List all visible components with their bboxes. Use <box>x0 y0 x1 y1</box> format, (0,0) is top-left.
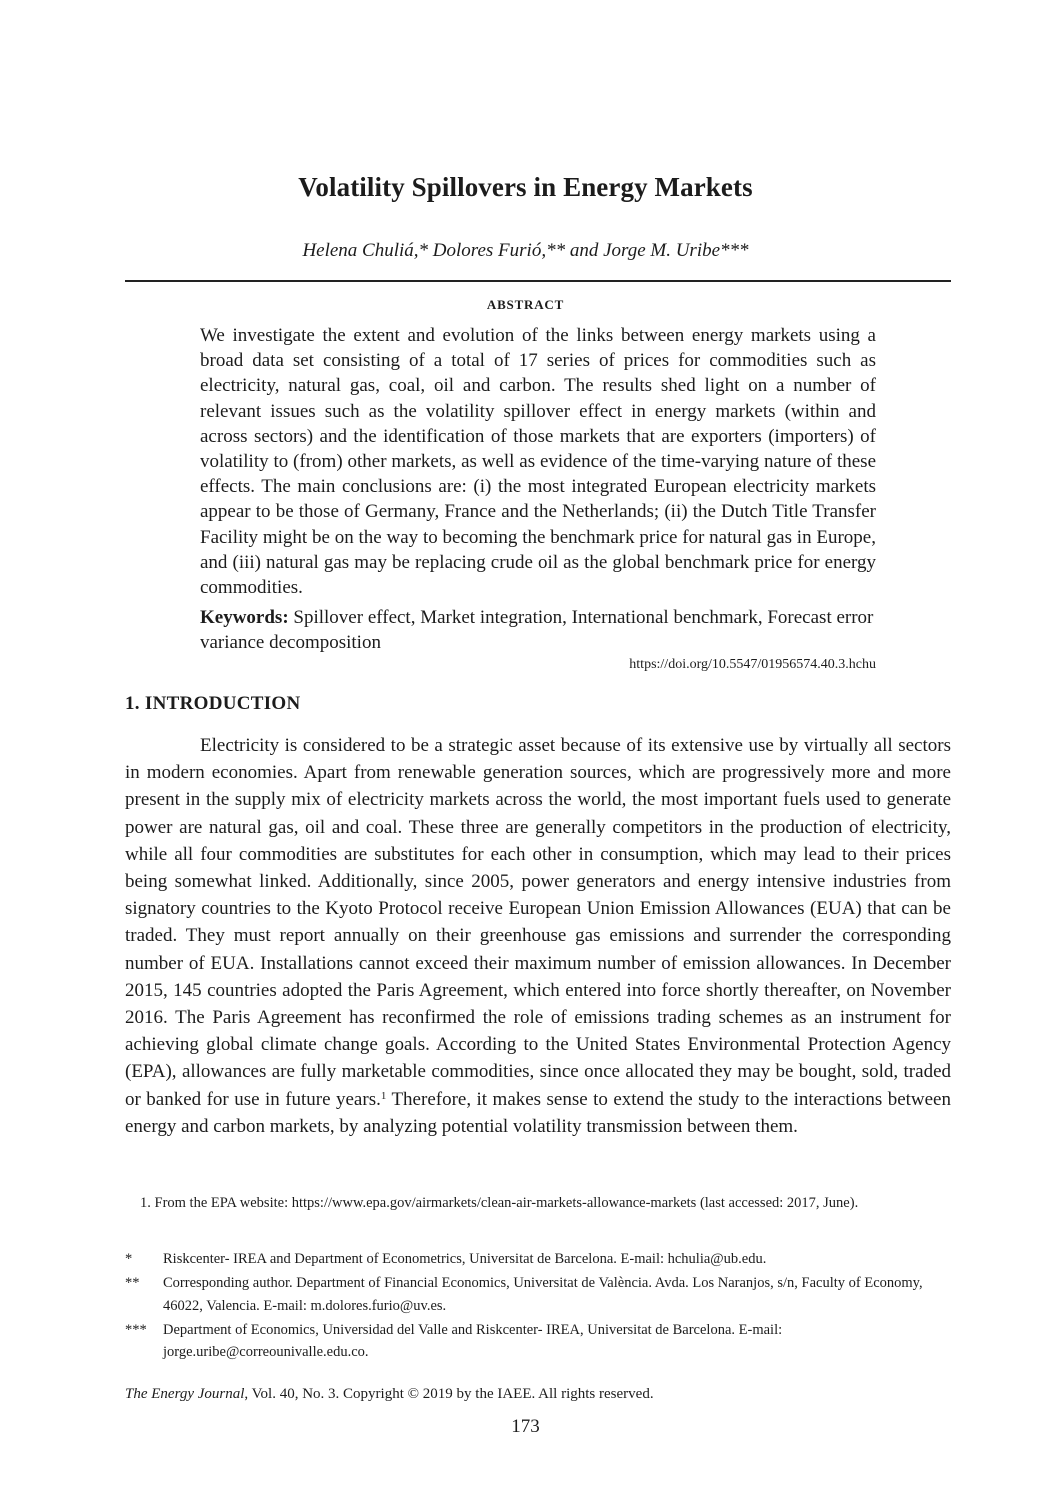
author-note-text: Corresponding author. Department of Financial Economics, Universitat de València. Avda. Los Naranjos, s/n, Faculty of Economy, 46022, Valencia. E-mail: m.dolores.furio@uv.es. <box>163 1275 923 1314</box>
author-note <box>125 1319 951 1364</box>
footnote-reference-1[interactable]: 1 <box>380 1089 387 1102</box>
author-note-mark: *** <box>125 1321 147 1338</box>
title-divider <box>125 280 951 282</box>
journal-citation <box>125 1386 654 1403</box>
introduction-paragraph <box>125 732 951 1140</box>
keywords-text: Spillover effect, Market integration, International benchmark, Forecast error variance decomposition <box>200 607 874 653</box>
journal-details: , Vol. 40, No. 3. Copyright © 2019 by the IAEE. All rights reserved. <box>244 1386 654 1402</box>
keywords-label: Keywords: <box>200 607 289 628</box>
author-note-text: Department of Economics, Universidad del Valle and Riskcenter- IREA, Universitat de Barcelona. E-mail: jorge.uribe@correounivalle.edu.co. <box>163 1321 783 1360</box>
page-number: 173 <box>511 1416 540 1437</box>
abstract-text: We investigate the extent and evolution of the links between energy markets using a broad data set consisting of a total of 17 series of prices for commodities such as electricity, natural gas, coal, oil and carbon. The results shed light on a number of relevant issues such as the volatility spillover effect in energy markets (within and across sectors) and the identification of those markets that are exporters (importers) of volatility to (from) other markets, as well as evidence of the time-varying nature of these effects. The main conclusions are: (i) the most integrated European electricity markets appear to be those of Germany, France and the Netherlands; (ii) the Dutch Title Transfer Facility might be on the way to becoming the benchmark price for natural gas in Europe, and (iii) natural gas may be replacing crude oil as the global benchmark price for energy commodities. <box>200 325 876 599</box>
article-title: Volatility Spillovers in Energy Markets <box>298 172 753 202</box>
author-note <box>125 1272 951 1317</box>
doi-link[interactable]: https://doi.org/10.5547/01956574.40.3.hchu <box>629 657 876 672</box>
author-note <box>125 1248 951 1271</box>
footnote-1: 1. From the EPA website: https://www.epa.gov/airmarkets/clean-air-markets-allowance-markets (last accessed: 2017, June). <box>140 1195 859 1211</box>
section-heading-introduction: 1. INTRODUCTION <box>125 693 301 714</box>
author-note-text: Riskcenter- IREA and Department of Econometrics, Universitat de Barcelona. E-mail: hchulia@ub.edu. <box>163 1251 767 1267</box>
author-note-mark: * <box>125 1251 133 1267</box>
journal-name: The Energy Journal <box>125 1386 245 1402</box>
author-affiliation-notes <box>125 1248 951 1365</box>
introduction-text-part-1: Electricity is considered to be a strategic asset because of its extensive use by virtually all sectors in modern economies. Apart from renewable generation sources, which are progressively more and more present in the supply mix of electricity markets across the world, the most important fuels used to generate power are natural gas, oil and coal. These three are generally competitors in the production of electricity, while all four commodities are substitutes for each other in consumption, which may lead to their prices being somewhat linked. Additionally, since 2005, power generators and energy intensive industries from signatory countries to the Kyoto Protocol receive European Union Emission Allowances (EUA) that can be traded. They must report annually on their greenhouse gas emissions and surrender the corresponding number of EUA. Installations cannot exceed their maximum number of emission allowances. In December 2015, 145 countries adopted the Paris Agreement, which entered into force shortly thereafter, on November 2016. The Paris Agreement has reconfirmed the role of emissions trading schemes as an instrument for achieving global climate change goals. According to the United States Environmental Protection Agency (EPA), allowances are fully marketable commodities, since once allocated they may be bought, sold, traded or banked for use in future years. <box>125 735 951 1110</box>
keywords-line <box>200 605 876 655</box>
author-note-mark: ** <box>125 1275 140 1291</box>
introduction-text-part-2: Therefore, it makes sense to extend the study to the interactions between energy and carbon markets, by analyzing potential volatility transmission between them. <box>125 1088 951 1137</box>
author-list: Helena Chuliá,* Dolores Furió,** and Jorge M. Uribe*** <box>302 240 749 261</box>
abstract-heading: ABSTRACT <box>486 297 565 312</box>
